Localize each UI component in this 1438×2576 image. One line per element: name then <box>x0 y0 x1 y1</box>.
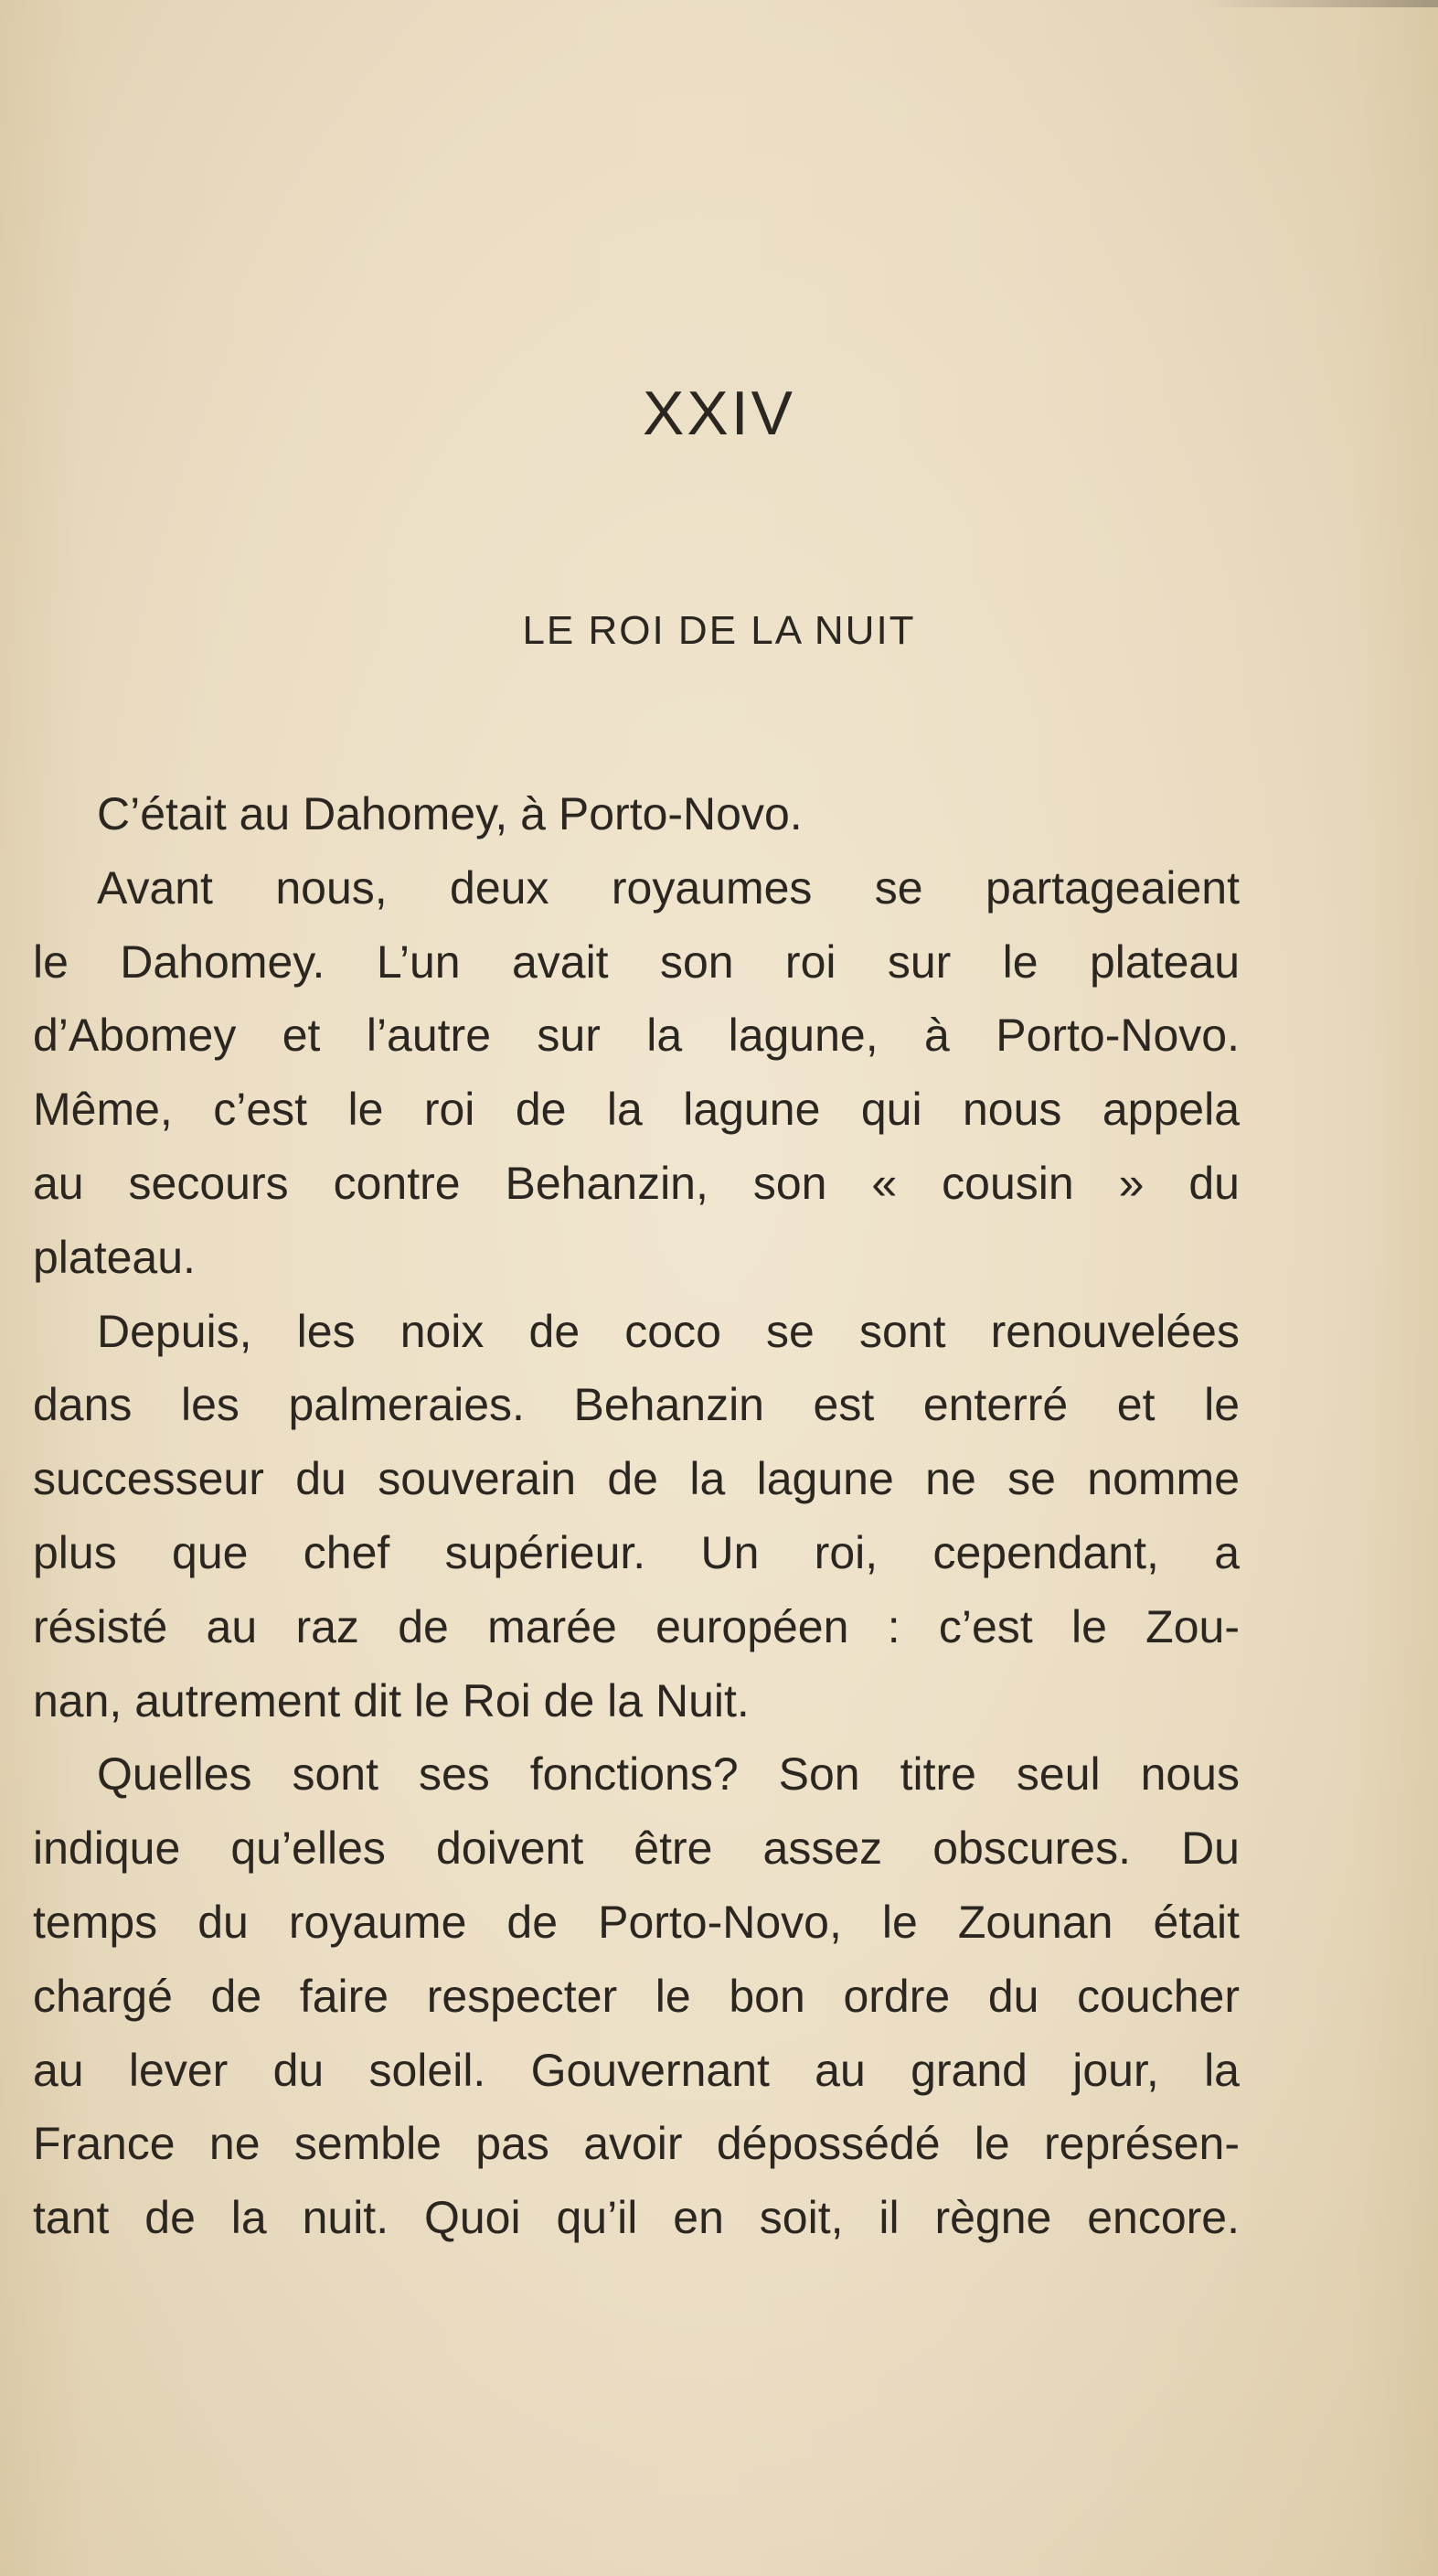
text-line: Depuis, les noix de coco se sont renouvelées <box>97 1305 1240 1357</box>
chapter-number: XXIV <box>643 379 795 448</box>
page-edge-shadow <box>1200 0 1438 7</box>
text-line: Quelles sont ses fonctions? Son titre seul nous <box>97 1748 1240 1801</box>
body-text <box>33 777 1240 2255</box>
text-line: successeur du souverain de la lagune ne se nomme <box>33 1453 1240 1505</box>
text-line: Même, c’est le roi de la lagune qui nous appela <box>33 1084 1240 1136</box>
text-line: plus que chef supérieur. Un roi, cependant, a <box>33 1526 1240 1578</box>
text-line: tant de la nuit. Quoi qu’il en soit, il règne encore. <box>33 2192 1240 2244</box>
text-line: C’était au Dahomey, à Porto-Novo. <box>97 788 803 839</box>
text-line: dans les palmeraies. Behanzin est enterré et le <box>33 1379 1240 1431</box>
text-line: résisté au raz de marée européen : c’est le Zou- <box>33 1600 1240 1652</box>
text-line: Avant nous, deux royaumes se partageaient <box>97 861 1240 914</box>
text-line: temps du royaume de Porto-Novo, le Zounan était <box>33 1896 1240 1948</box>
chapter-title: LE ROI DE LA NUIT <box>522 608 916 653</box>
text-line: d’Abomey et l’autre sur la lagune, à Porto-Novo. <box>33 1010 1240 1062</box>
text-line: France ne semble pas avoir dépossédé le représen- <box>33 2118 1240 2170</box>
text-line: indique qu’elles doivent être assez obscures. Du <box>33 1822 1240 1875</box>
text-line: nan, autrement dit le Roi de la Nuit. <box>33 1674 750 1726</box>
text-line: chargé de faire respecter le bon ordre du coucher <box>33 1970 1240 2022</box>
text-line: plateau. <box>33 1231 196 1283</box>
text-line: au secours contre Behanzin, son « cousin » du <box>33 1157 1240 1209</box>
text-line: le Dahomey. L’un avait son roi sur le plateau <box>33 935 1240 988</box>
text-line: au lever du soleil. Gouvernant au grand jour, la <box>33 2044 1240 2096</box>
